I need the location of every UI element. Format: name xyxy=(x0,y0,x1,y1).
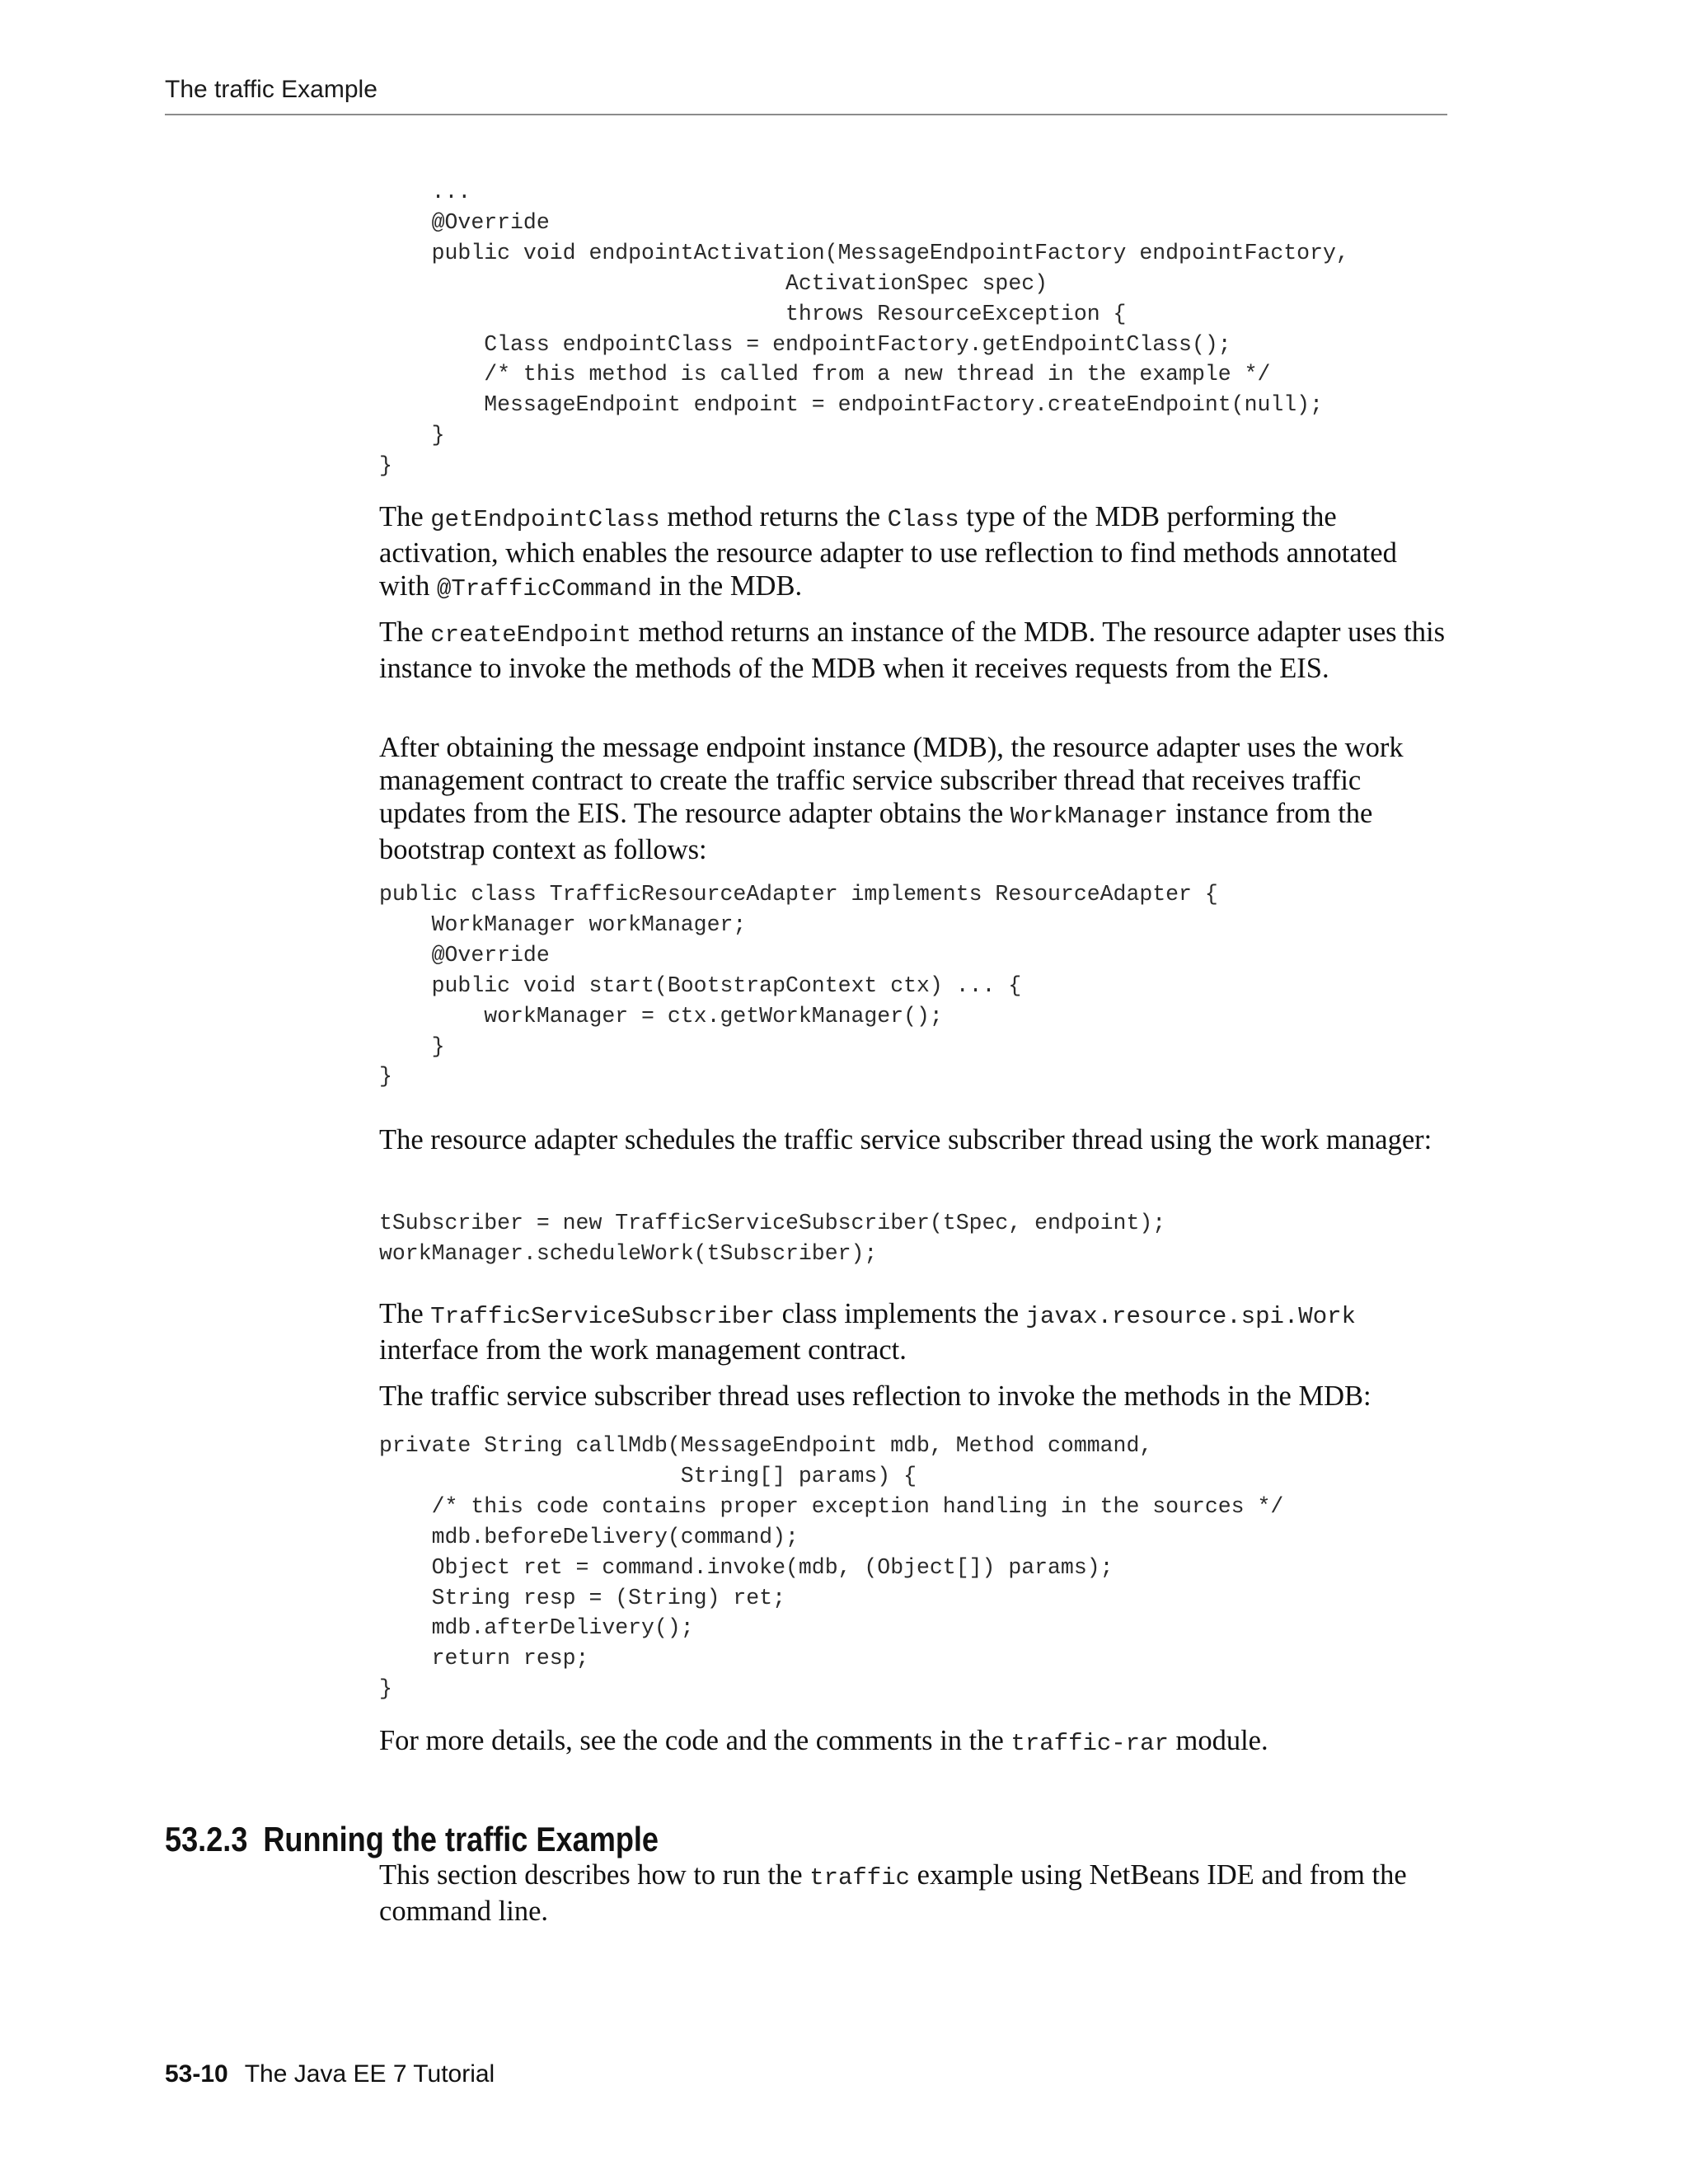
inline-code: getEndpointClass xyxy=(430,506,660,533)
inline-code: Class xyxy=(887,506,959,533)
paragraph-get-endpoint-class xyxy=(379,500,1451,606)
text: type of the MDB performing the activation, which enables the resource adapter to use reflection to find methods annotated with xyxy=(379,501,1397,602)
inline-code: TrafficServiceSubscriber xyxy=(430,1303,775,1330)
code-block-resource-adapter-start: public class TrafficResourceAdapter implements ResourceAdapter { WorkManager workManager; @Override public void start(BootstrapContext ctx) ... { workManager = ctx.getWorkManager(); } } xyxy=(379,882,1218,1090)
inline-code: traffic xyxy=(809,1864,911,1891)
paragraph-work-interface xyxy=(379,1297,1451,1366)
paragraph-work-manager xyxy=(379,731,1451,866)
paragraph-reflection xyxy=(379,1380,1451,1413)
text: method returns an instance of the MDB. The resource adapter uses this instance to invoke the methods of the MDB when it receives requests from the EIS. xyxy=(379,616,1446,684)
text: The traffic service subscriber thread uses reflection to invoke the methods in the MDB: xyxy=(379,1380,1372,1412)
text: instance from the bootstrap context as follows: xyxy=(379,798,1373,865)
text: The xyxy=(379,1298,431,1329)
inline-code: createEndpoint xyxy=(430,621,631,649)
paragraph-running-intro xyxy=(379,1858,1451,1928)
text: This section describes how to run the xyxy=(379,1859,810,1891)
paragraph-more-details xyxy=(379,1724,1451,1760)
text: class implements the xyxy=(774,1298,1026,1329)
text: After obtaining the message endpoint instance (MDB), the resource adapter uses the work management contract to create the traffic service subscriber thread that receives traffic updates from the EIS. The resource adapter obtains the xyxy=(379,732,1404,829)
inline-code: javax.resource.spi.Work xyxy=(1025,1303,1356,1330)
header-title: The traffic Example xyxy=(165,76,377,103)
text: The xyxy=(379,501,431,532)
text: module. xyxy=(1168,1725,1268,1756)
paragraph-schedule-thread xyxy=(379,1123,1451,1156)
page-header xyxy=(165,73,1447,115)
page-number: 53-10 xyxy=(165,2060,228,2088)
inline-code: WorkManager xyxy=(1010,803,1169,830)
text: in the MDB. xyxy=(652,570,803,602)
code-block-call-mdb: private String callMdb(MessageEndpoint mdb, Method command, String[] params) { /* this code contains proper exception handling in the sources */ mdb.beforeDelivery(command); Object ret = command.invoke(mdb, (Object[]) params); String resp = (String) ret; mdb.afterDelivery(); return resp; } xyxy=(379,1433,1284,1702)
page-footer xyxy=(165,2060,495,2088)
inline-code: @TrafficCommand xyxy=(436,575,653,602)
text: method returns the xyxy=(659,501,888,532)
paragraph-create-endpoint xyxy=(379,616,1451,685)
section-number: 53.2.3 xyxy=(165,1820,248,1858)
text: The resource adapter schedules the traffic service subscriber thread using the work manager: xyxy=(379,1124,1432,1155)
inline-code: traffic-rar xyxy=(1010,1730,1169,1757)
text: example using NetBeans IDE and from the command line. xyxy=(379,1859,1407,1927)
book-title: The Java EE 7 Tutorial xyxy=(244,2060,495,2088)
code-block-schedule-work: tSubscriber = new TrafficServiceSubscriber(tSpec, endpoint); workManager.scheduleWork(tSubscriber); xyxy=(379,1211,1166,1266)
text: The xyxy=(379,616,431,648)
section-heading xyxy=(165,1820,659,1859)
section-title: Running the traffic Example xyxy=(263,1820,659,1858)
text: interface from the work management contract. xyxy=(379,1334,907,1366)
code-block-endpoint-activation: ... @Override public void endpointActivation(MessageEndpointFactory endpointFactory, ActivationSpec spec) throws ResourceException { Class endpointClass = endpointFactory.getEndpointClass(); /* this method is called from a new thread in the example */ MessageEndpoint endpoint = endpointFactory.createEndpoint(null); } } xyxy=(379,180,1349,479)
text: For more details, see the code and the comments in the xyxy=(379,1725,1011,1756)
